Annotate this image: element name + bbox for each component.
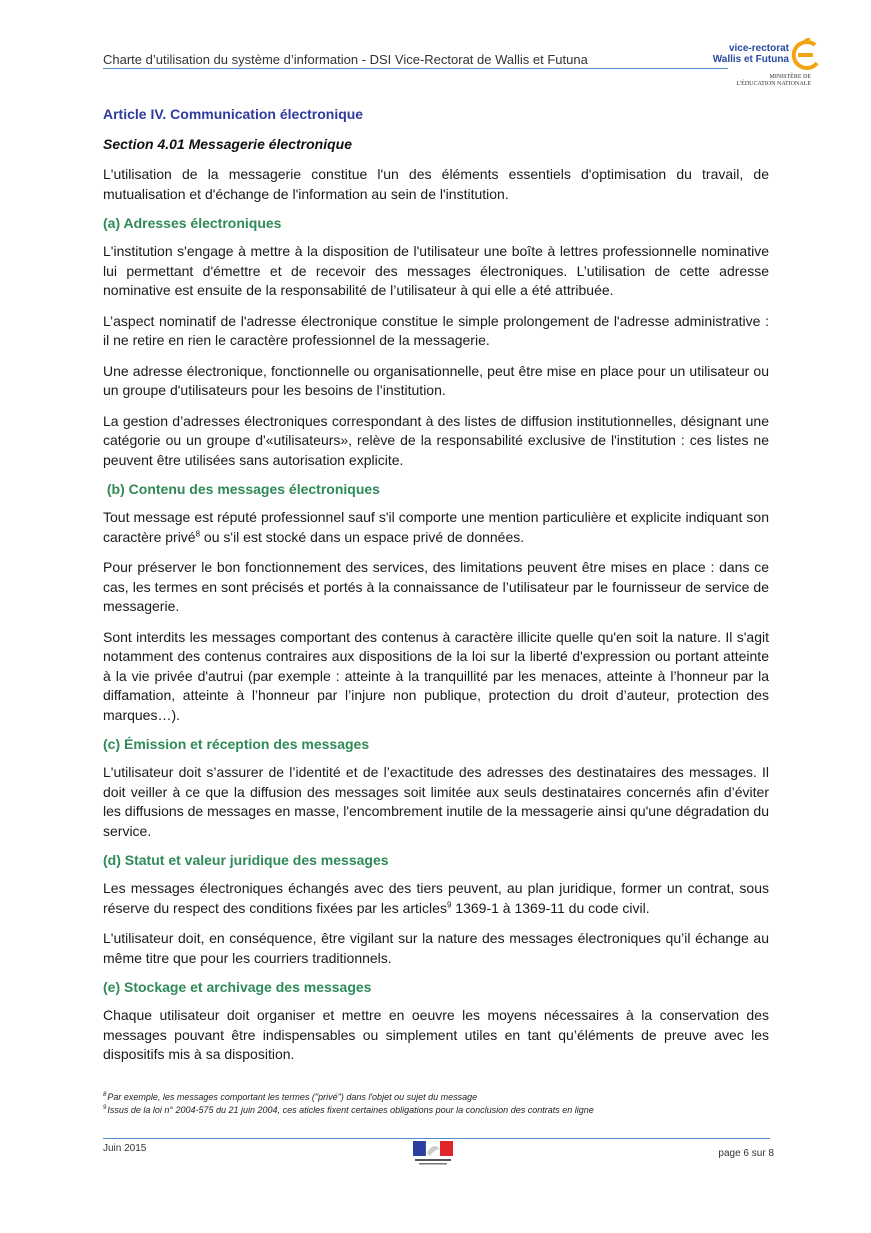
footnote-text: Par exemple, les messages comportant les termes ("privé") dans l'objet ou sujet du message [107,1092,478,1102]
footnotes [103,1092,783,1118]
subsection-c-title: (c) Émission et réception des messages [103,736,370,752]
subsection-b-title: (b) Contenu des messages électroniques [103,481,380,497]
subsection-d-paragraph-1 [103,879,769,918]
footnote-9 [103,1105,783,1115]
ministry-line-1: MINISTÈRE DE [769,74,811,80]
intro-paragraph: L'utilisation de la messagerie constitue l'un des éléments essentiels d'optimisation du travail, de mutualisation et d'échange de l'information au sein de l'institution. [103,166,769,202]
footnote-number: 8 [103,1092,107,1098]
paragraph-text: Tout message est réputé professionnel sauf s'il comporte une mention particulière et explicite indiquant son caractère privé [103,509,769,545]
footnote-8 [103,1092,783,1102]
paragraph-text: 1369-1 à 1369-11 du code civil. [451,899,650,916]
logo-line-2: Wallis et Futuna [712,54,789,65]
subsection-a-paragraph-2: L’aspect nominatif de l'adresse électronique constitue le simple prolongement de l'adresse administrative : il ne retire en rien le caractère professionnel de la messagerie. [103,312,769,348]
subsection-a-title: (a) Adresses électroniques [103,215,282,231]
logo-line-1: vice-rectorat [728,43,789,54]
subsection-d-paragraph-2: L'utilisateur doit, en conséquence, être vigilant sur la nature des messages électroniques qu’il échange au même titre que pour les courriers traditionnels. [103,930,769,966]
footnote-ref-8: 8 [195,528,201,538]
subsection-a-paragraph-4: La gestion d’adresses électroniques correspondant à des listes de diffusion institutionnelles, désignant une catégorie ou un groupe d'«utilisateurs», relève de la responsabilité exclusive de l'institution : ces listes ne peuvent être utilisées sans autorisation explicite. [103,412,769,468]
paragraph-text: Les messages électroniques échangés avec des tiers peuvent, au plan juridique, former un contrat, sous réserve du respect des conditions fixées par les articles [103,880,769,916]
subsection-a-paragraph-1: L'institution s'engage à mettre à la disposition de l'utilisateur une boîte à lettres professionnelle nominative lui permettant d'émettre et de recevoir des messages électroniques. L’utilisation de cette adresse nominative est ensuite de la responsabilité de l’utilisateur à qui elle a été attribuée. [103,243,769,298]
subsection-a-paragraph-3: Une adresse électronique, fonctionnelle ou organisationnelle, peut être mise en place pour un utilisateur ou un groupe d'utilisateurs pour les besoins de l’institution. [103,362,769,398]
footer-rule [103,1138,770,1139]
marianne-logo-icon [413,1141,453,1167]
subsection-b-paragraph-3: Sont interdits les messages comportant des contenus à caractère illicite quelle qu'en soit la nature. Il s'agit notamment des contenus contraires aux dispositions de la loi sur la liberté d'expression ou portant atteinte à la vie privée d'autrui (par exemple : atteinte à la tranquillité par les menaces, atteinte à l’honneur par la diffamation, atteinte à l’honneur par l’injure non publique, protection du droit d’auteur, protection des marques…). [103,628,769,723]
subsection-e-title: (e) Stockage et archivage des messages [103,979,372,995]
subsection-c-paragraph-1: L'utilisateur doit s’assurer de l’identité et de l’exactitude des adresses des destinataires des messages. Il doit veiller à ce que la diffusion des messages soit limitée aux seuls destinataires concernés afin d’éviter les diffusions de messages en masse, l'encombrement inutile de la messagerie ainsi qu'une dégradation du service. [103,764,769,839]
page-body [103,100,769,1076]
page-number: page 6 sur 8 [718,1148,774,1159]
subsection-b-paragraph-2: Pour préserver le bon fonctionnement des services, des limitations peuvent être mises en place : dans ce cas, les termes en sont précisés et portés à la connaissance de l’utilisateur par le fournisseur de service de messagerie. [103,559,769,614]
footer-date: Juin 2015 [103,1143,147,1154]
subsection-d-title: (d) Statut et valeur juridique des messages [103,852,389,868]
paragraph-text: ou s'il est stocké dans un espace privé de données. [200,528,525,545]
page-header [103,43,811,90]
footnote-text: Issus de la loi n° 2004-575 du 21 juin 2004, ces aticles fixent certaines obligations pour la conclusion des contrats en ligne [107,1105,594,1115]
subsection-e-paragraph-1: Chaque utilisateur doit organiser et mettre en oeuvre les moyens nécessaires à la conservation des messages pouvant être indispensables ou simplement utiles en tant qu’éléments de preuve avec les dispositifs mis à sa disposition. [103,1007,769,1062]
footnote-number: 9 [103,1105,107,1111]
footnote-ref-9: 9 [446,899,452,909]
e-logo-icon [789,38,821,72]
ministry-line-2: L'ÉDUCATION NATIONALE [736,81,811,87]
header-title: Charte d’utilisation du système d’information - DSI Vice-Rectorat de Wallis et Futuna [103,52,588,67]
header-rule [103,68,728,69]
vice-rectorat-logo [712,42,823,90]
subsection-b-paragraph-1 [103,508,769,547]
section-title: Section 4.01 Messagerie électronique [103,136,352,152]
article-title: Article IV. Communication électronique [103,106,364,122]
